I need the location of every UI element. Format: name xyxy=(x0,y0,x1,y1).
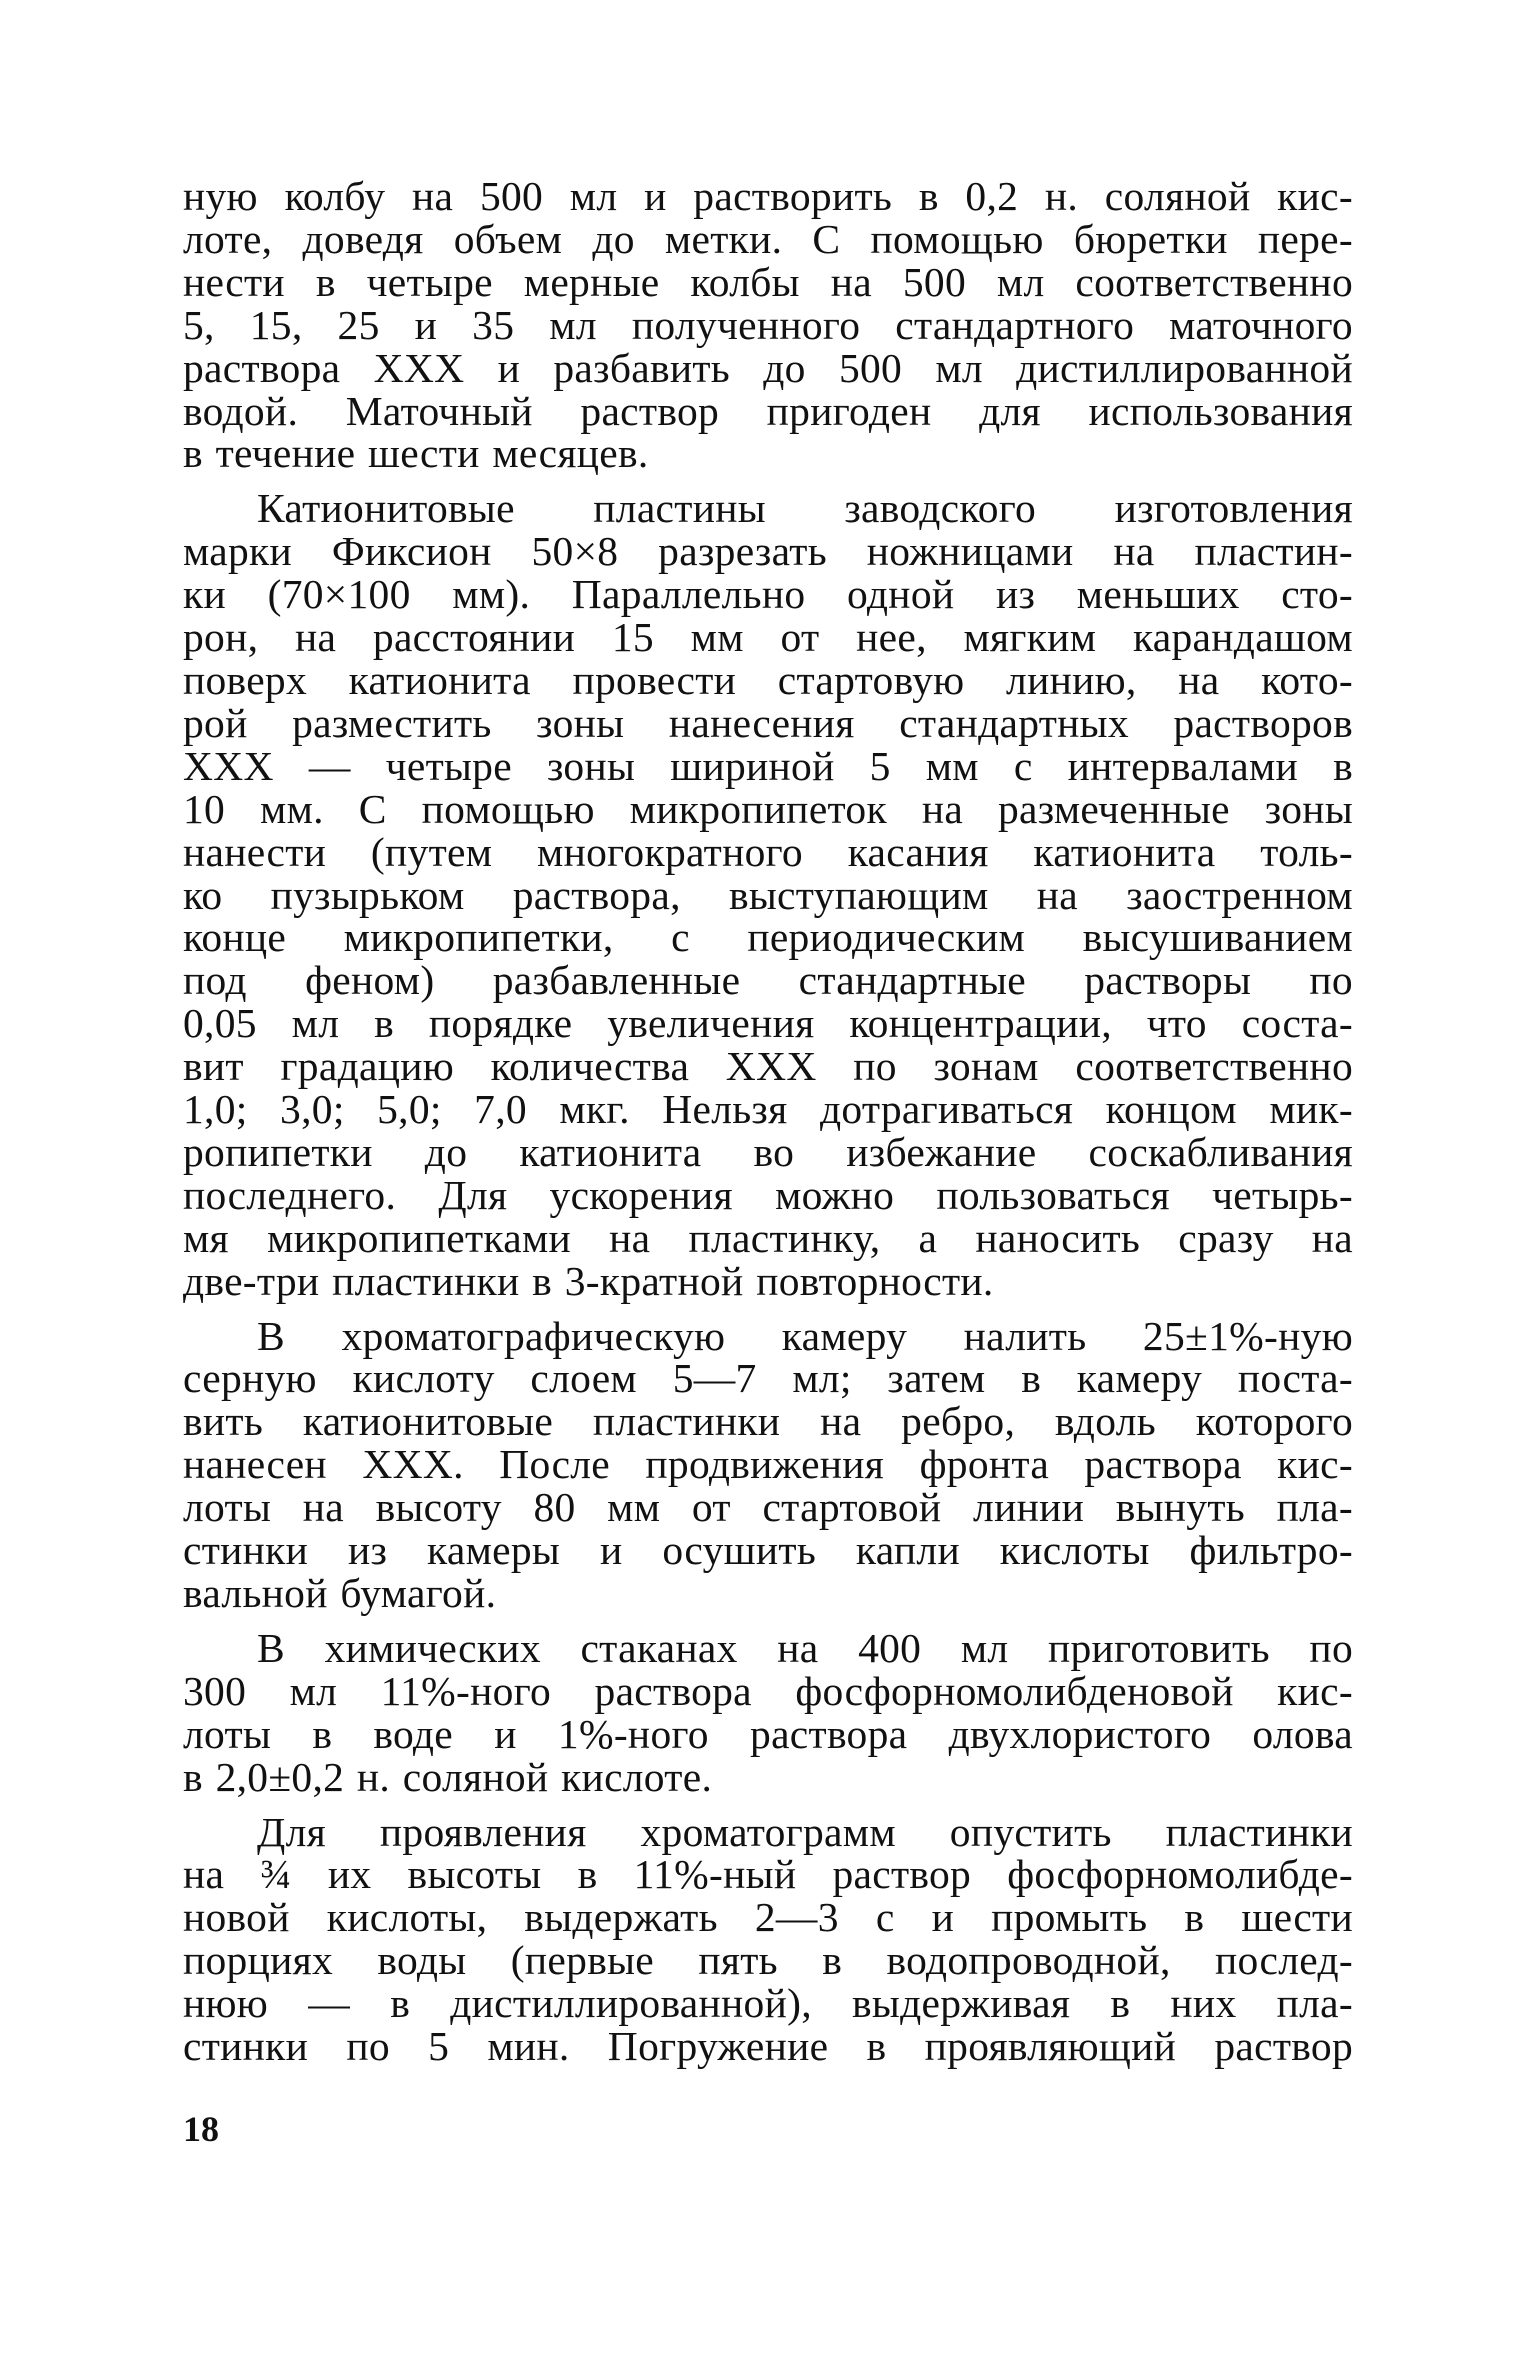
text-line: раствора XXX и разбавить до 500 мл дистиллированной xyxy=(183,344,1353,391)
paragraph-3 xyxy=(183,1312,1353,1616)
text-line: нести в четыре мерные колбы на 500 мл соответственно xyxy=(183,258,1353,305)
text-line: ную колбу на 500 мл и растворить в 0,2 н. соляной кис- xyxy=(183,173,1353,219)
text-line: ко пузырьком раствора, выступающим на заостренном xyxy=(183,871,1353,918)
text-line: поверх катионита провести стартовую линию, на кото- xyxy=(183,656,1353,703)
text-line: В химических стаканах на 400 мл приготовить по xyxy=(257,1624,1353,1671)
text-line: нанесен XXX. После продвижения фронта раствора кис- xyxy=(183,1441,1353,1488)
text-line: в течение шести месяцев. xyxy=(183,430,649,477)
text-line: 0,05 мл в порядке увеличения концентрации, что соста- xyxy=(183,1000,1353,1047)
text-line: две-три пластинки в 3-кратной повторности. xyxy=(183,1257,994,1304)
text-line: Для проявления хроматограмм опустить пластинки xyxy=(257,1808,1353,1855)
text-line: 1,0; 3,0; 5,0; 7,0 мкг. Нельзя дотрагиваться концом мик- xyxy=(183,1086,1353,1133)
page-number: 18 xyxy=(183,2109,219,2149)
paragraph-1 xyxy=(183,175,1353,475)
text-line: вить катионитовые пластинки на ребро, вдоль которого xyxy=(183,1398,1353,1445)
paragraph-2 xyxy=(183,487,1353,1302)
text-line: лоты в воде и 1%-ного раствора двухлористого олова xyxy=(183,1710,1353,1757)
text-line: мя микропипетками на пластинку, а наносить сразу на xyxy=(183,1214,1353,1261)
text-line: марки Фиксион 50×8 разрезать ножницами на пластин- xyxy=(183,528,1353,575)
text-line: новой кислоты, выдержать 2—3 с и промыть в шести xyxy=(183,1894,1353,1941)
text-line: рон, на расстоянии 15 мм от нее, мягким карандашом xyxy=(183,614,1353,661)
paragraph-5 xyxy=(183,1808,1353,2070)
text-line: в 2,0±0,2 н. соляной кислоте. xyxy=(183,1753,713,1800)
text-line: на ¾ их высоты в 11%-ный раствор фосфорномолибде- xyxy=(183,1851,1353,1898)
page-body xyxy=(183,175,1353,2080)
text-line: под феном) разбавленные стандартные растворы по xyxy=(183,957,1353,1004)
text-line: 300 мл 11%-ного раствора фосфорномолибденовой кис- xyxy=(183,1667,1353,1714)
text-line: В хроматографическую камеру налить 25±1%-ную xyxy=(257,1312,1353,1359)
text-line: порциях воды (первые пять в водопроводной, послед- xyxy=(183,1937,1353,1984)
text-line: лоты на высоту 80 мм от стартовой линии вынуть пла- xyxy=(183,1484,1353,1531)
text-line: стинки по 5 мин. Погружение в проявляющий раствор xyxy=(183,2023,1353,2070)
text-line: ропипетки до катионита во избежание соскабливания xyxy=(183,1128,1353,1175)
text-line: XXX — четыре зоны шириной 5 мм с интервалами в xyxy=(183,742,1353,789)
text-line: стинки из камеры и осушить капли кислоты фильтро- xyxy=(183,1527,1353,1574)
text-line: серную кислоту слоем 5—7 мл; затем в камеру поста- xyxy=(183,1355,1353,1402)
paragraph-4 xyxy=(183,1624,1353,1800)
text-line: Катионитовые пластины заводского изготовления xyxy=(257,485,1353,532)
text-line: последнего. Для ускорения можно пользоваться четырь- xyxy=(183,1171,1353,1218)
text-line: вальной бумагой. xyxy=(183,1570,497,1616)
text-line: нюю — в дистиллированной), выдерживая в них пла- xyxy=(183,1980,1353,2027)
text-line: ки (70×100 мм). Параллельно одной из меньших сто- xyxy=(183,571,1353,618)
text-line: вит градацию количества XXX по зонам соответственно xyxy=(183,1043,1353,1090)
text-line: 5, 15, 25 и 35 мл полученного стандартного маточного xyxy=(183,301,1353,348)
text-line: 10 мм. С помощью микропипеток на размеченные зоны xyxy=(183,785,1353,832)
text-line: рой разместить зоны нанесения стандартных растворов xyxy=(183,699,1353,746)
text-line: водой. Маточный раствор пригоден для использования xyxy=(183,387,1353,434)
text-line: конце микропипетки, с периодическим высушиванием xyxy=(183,914,1353,961)
text-line: лоте, доведя объем до метки. С помощью бюретки пере- xyxy=(183,215,1353,262)
text-line: нанести (путем многократного касания катионита толь- xyxy=(183,828,1353,875)
